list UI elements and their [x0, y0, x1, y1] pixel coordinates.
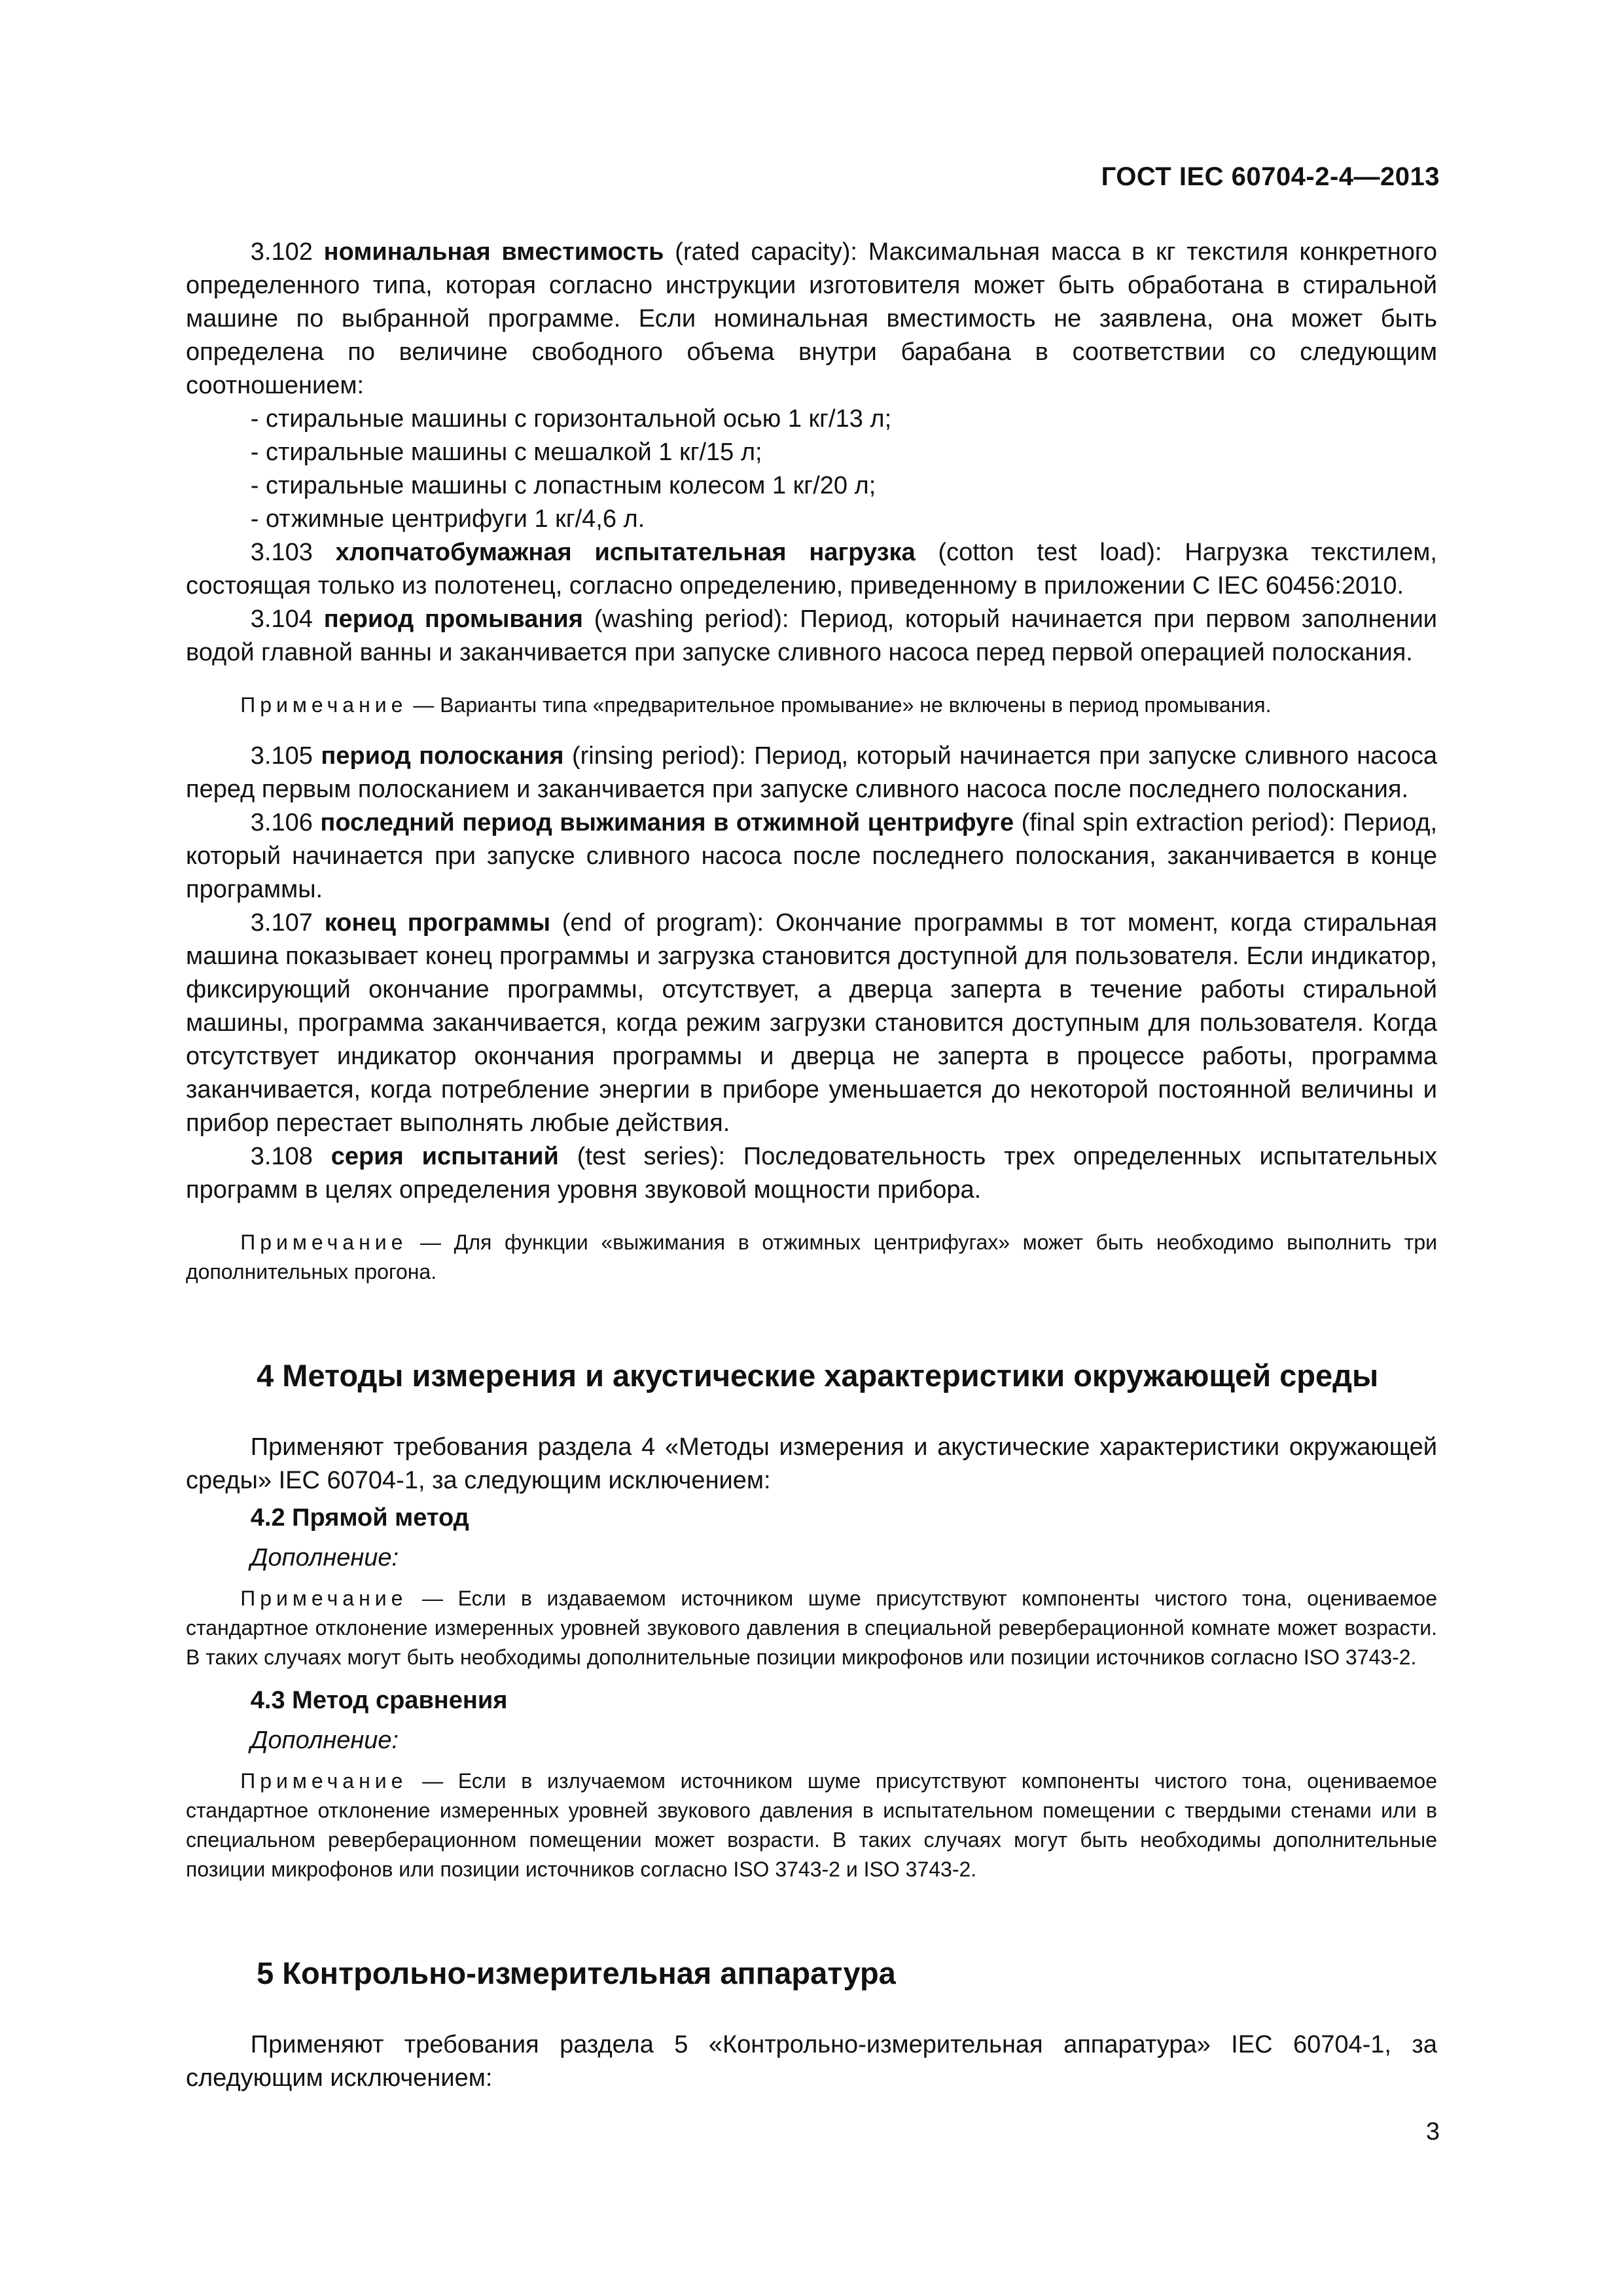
term-3-102: 3.102 номинальная вместимость (rated capacity): Максимальная масса в кг текстиля конкретного определенного типа, которая согласно инструкции изготовителя может быть обработана в стиральной машине по выбранной программе. Если номинальная вместимость не заявлена, она может быть определена по величине свободного объема внутри барабана в соответствии со следующим соотношением:	[186, 238, 1437, 399]
term-3-107: 3.107 конец программы (end of program): Окончание программы в тот момент, когда стиральная машина показывает конец программы и загрузка становится доступной для пользователя. Если индикатор, фиксирующий окончание программы, отсутствует, а дверца заперта в течение работы стиральной машины, программа заканчивается, когда режим загрузки становится доступным для пользователя. Когда отсутствует индикатор окончания программы и дверца не заперта в процессе работы, программа заканчивается, когда потребление энергии в приборе уменьшается до некоторой постоянной величины и прибор перестает выполнять любые действия.	[186, 909, 1438, 1137]
list-item: - стиральные машины с мешалкой 1 кг/15 л;	[250, 439, 762, 466]
addition-label: Дополнение:	[250, 1544, 399, 1571]
page-number: 3	[1425, 2118, 1440, 2145]
note-3-108: Примечание — Для функции «выжимания в отжимных центрифугах» может быть необходимо выполнить три дополнительных прогона.	[186, 1230, 1437, 1283]
note-label: Примечание	[240, 1230, 408, 1254]
note-4-2: Примечание — Если в издаваемом источником шуме присутствуют компоненты чистого тона, оцениваемое стандартное отклонение измеренных уровней звукового давления в специальной реверберационной комнате может возрасти. В таких случаях могут быть необходимы дополнительные позиции микрофонов или позиции источников согласно ISO 3743-2.	[186, 1587, 1438, 1669]
term-3-103: 3.103 хлопчатобумажная испытательная нагрузка (cotton test load): Нагрузка текстилем, состоящая только из полотенец, согласно определению, приведенному в приложении C IEC 60456:2010.	[186, 539, 1437, 600]
list-item: - стиральные машины с горизонтальной осью 1 кг/13 л;	[250, 405, 892, 433]
section-4-title: 4 Методы измерения и акустические характеристики окружающей среды	[257, 1358, 1379, 1393]
section-5-intro: Применяют требования раздела 5 «Контрольно-измерительная аппаратура» IEC 60704-1, за следующим исключением:	[186, 2031, 1437, 2092]
term-name: серия испытаний	[330, 1143, 559, 1170]
list-item: - стиральные машины с лопастным колесом 1 кг/20 л;	[250, 472, 876, 499]
term-3-104: 3.104 период промывания (washing period): Период, который начинается при первом заполнении водой главной ванны и заканчивается при запуске сливного насоса перед первой операцией полоскания.	[186, 605, 1438, 666]
term-name: период полоскания	[321, 742, 564, 770]
term-name: последний период выжимания в отжимной центрифуге	[320, 809, 1014, 836]
note-label: Примечание	[240, 693, 408, 717]
list-item: - отжимные центрифуги 1 кг/4,6 л.	[250, 505, 645, 533]
section-5-title: 5 Контрольно-измерительная аппаратура	[257, 1956, 896, 1990]
subsection-4-2-title: 4.2 Прямой метод	[250, 1504, 469, 1532]
section-4-intro: Применяют требования раздела 4 «Методы измерения и акустические характеристики окружающей среды» IEC 60704-1, за следующим исключением:	[186, 1433, 1437, 1494]
term-3-105: 3.105 период полоскания (rinsing period): Период, который начинается при запуске сливного насоса перед первым полосканием и заканчивается при запуске сливного насоса после последнего полоскания.	[186, 742, 1438, 803]
note-3-104: Примечание — Варианты типа «предварительное промывание» не включены в период промывания.	[240, 693, 1272, 717]
note-4-3: Примечание — Если в излучаемом источником шуме присутствуют компоненты чистого тона, оцениваемое стандартное отклонение измеренных уровней звукового давления в испытательном помещении с твердыми стенами или в специальном реверберационном помещении может возрасти. В таких случаях могут быть необходимы дополнительные позиции микрофонов или позиции источников согласно ISO 3743-2 и ISO 3743-2.	[186, 1769, 1438, 1881]
term-3-106: 3.106 последний период выжимания в отжимной центрифуге (final spin extraction period): Период, который начинается при запуске сливного насоса после последнего полоскания, заканчивается в конце программы.	[186, 809, 1438, 903]
standard-header: ГОСТ IEC 60704-2-4—2013	[1101, 162, 1440, 191]
note-label: Примечание	[240, 1587, 408, 1610]
term-name: период промывания	[323, 605, 583, 633]
term-3-108: 3.108 серия испытаний (test series): Последовательность трех определенных испытательных программ в целях определения уровня звуковой мощности прибора.	[186, 1143, 1437, 1204]
addition-label: Дополнение:	[250, 1727, 399, 1754]
term-name: хлопчатобумажная испытательная нагрузка	[335, 539, 916, 566]
term-name: конец программы	[324, 909, 551, 937]
page-content	[186, 236, 1437, 2095]
subsection-4-3-title: 4.3 Метод сравнения	[250, 1687, 508, 1714]
note-label: Примечание	[240, 1769, 408, 1793]
term-name: номинальная вместимость	[323, 238, 664, 266]
